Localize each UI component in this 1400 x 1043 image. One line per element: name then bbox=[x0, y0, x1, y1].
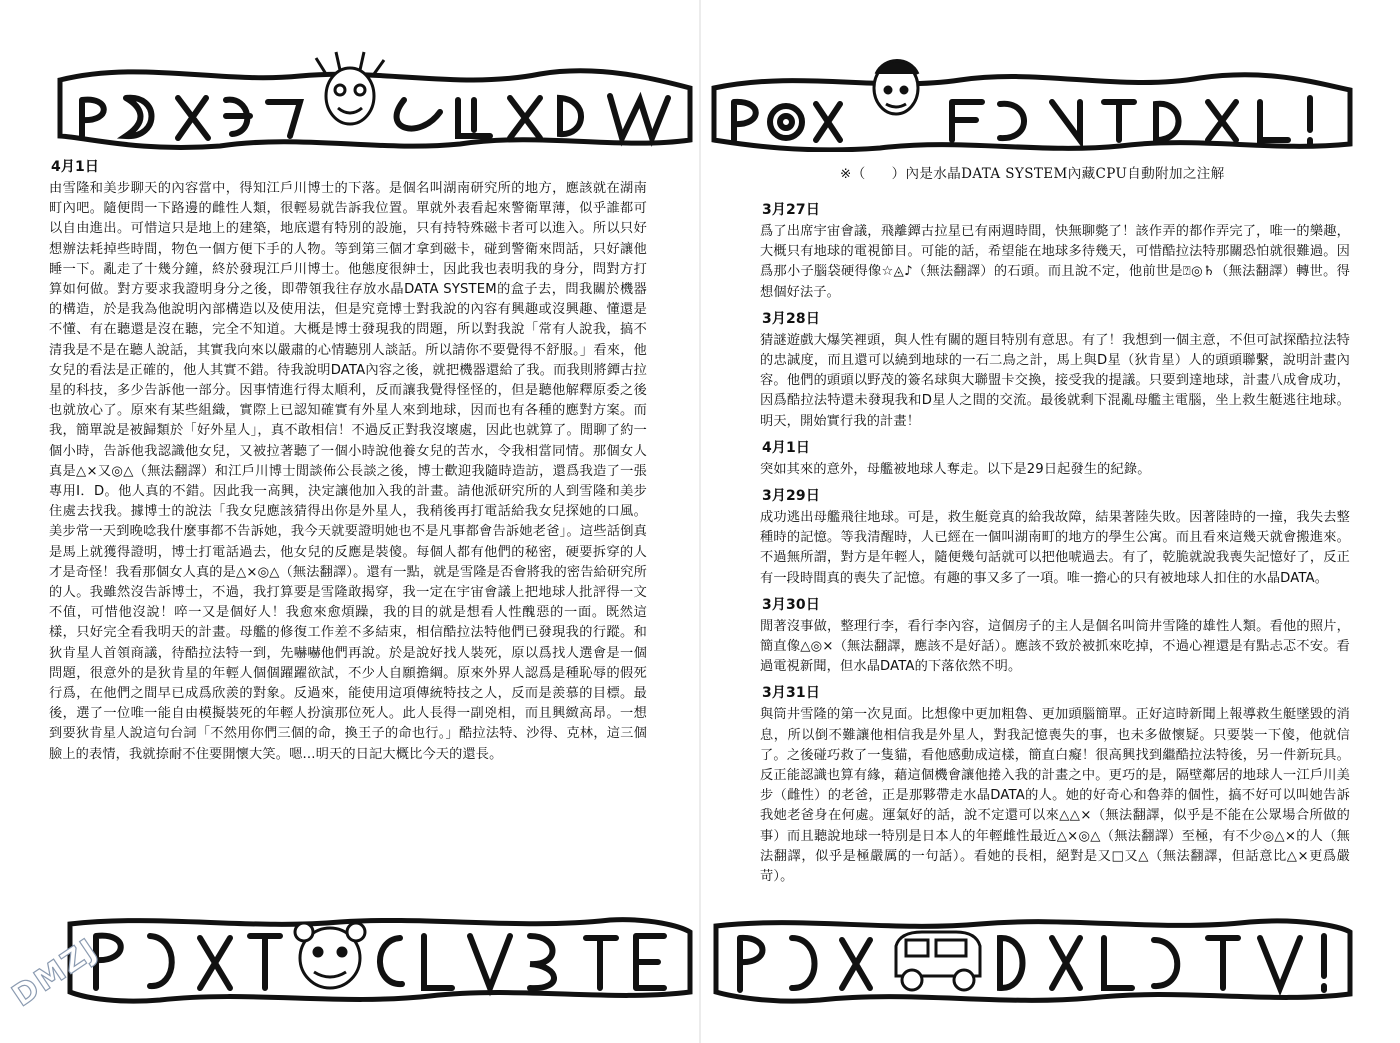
entry-text: 閒著沒事做，整理行李，看行李內容，這個房子的主人是個名叫筒井雪隆的雄性人類。看他的照片，簡直像△◎×（無法翻譯，應該不是好話）。應該不致於被抓來吃掉，不過心裡還是有點忐忑不安。看過電視新聞，但水晶DATA的下落依然不明。 bbox=[760, 618, 1350, 675]
entry-text: 與筒井雪隆的第一次見面。比想像中更加粗魯、更加頭腦簡單。正好這時新聞上報導救生艇墜毀的消息，所以倒不難讓他相信我是外星人，對我記憶喪失的事，也未多做懷疑。只要裝一下傻，他就信了。之後碰巧救了一隻貓，看他感動成這樣，簡直白癡！很高興找到繼酷拉法特後，另一件新玩具。反正能認識也算有緣，藉這個機會讓他捲入我的計畫之中。更巧的是，隔壁鄰居的地球人一江戶川美步（雌性）的老爸，正是那夥帶走水晶DATA的人。她的好奇心和魯莽的個性，搞不好可以叫她告訴我她老爸身在何處。運氣好的話，說不定還可以來△△×（無法翻譯，似乎是不能在公眾場合所做的事）而且聽說地球一特別是日本人的年輕雌性最近△×◎△（無法翻譯）至極，有不少◎△×的人（無法翻譯，似乎是極嚴厲的一句話）。看她的長相，絕對是又□又△（無法翻譯，但話意比△×更爲嚴苛）。 bbox=[760, 707, 1350, 885]
entry-text: 爲了出席宇宙會議，飛離鐔古拉星已有兩週時間，快無聊斃了！該作弄的都作弄完了，唯一的樂趣，大概只有地球的電視節目。可能的話，希望能在地球多待幾天，可惜酷拉法特那關恐怕就很難過。因爲那小子腦袋硬得像☆◬♪（無法翻譯）的石頭。而且說不定，他前世是⍰◎♄（無法翻譯）轉世。得想個好法子。 bbox=[760, 224, 1350, 300]
right-page bbox=[700, 0, 1400, 1043]
entry-date: 3月30日 bbox=[762, 596, 820, 613]
site-watermark: DMZJ bbox=[6, 931, 105, 1015]
note-prefix: ※（ bbox=[840, 166, 866, 182]
entry-date: 3月31日 bbox=[762, 685, 820, 702]
entry-date: 3月29日 bbox=[762, 488, 820, 505]
diary-column-right bbox=[760, 200, 1350, 893]
entry-date: 3月27日 bbox=[762, 202, 820, 218]
graffiti-lettering-image bbox=[700, 896, 1400, 1008]
diary-column-left bbox=[49, 157, 647, 771]
entry-date: 3月28日 bbox=[762, 310, 820, 327]
left-top-graffiti-banner bbox=[0, 40, 700, 152]
right-bottom-graffiti-banner bbox=[700, 896, 1400, 1008]
left-bottom-graffiti-banner bbox=[0, 896, 700, 1008]
graffiti-lettering-image bbox=[700, 40, 1400, 152]
graffiti-lettering-image bbox=[0, 896, 700, 1008]
note-text: ）內是水晶DATA SYSTEM內藏CPU自動附加之注解 bbox=[891, 166, 1225, 182]
entry-text: 由雪隆和美步聊天的內容當中，得知江戶川博士的下落。是個名叫湖南研究所的地方，應該就在湖南町內吧。隨便問一下路邊的雌性人類，很輕易就告訴我位置。單就外表看起來警衛單薄，似乎誰都可以自由進出。可惜這只是地上的建築，地底還有特別的設施，只有持特殊磁卡者可以進入。所以只好想辦法耗掉些時間，物色一個方便下手的人物。等到第三個才拿到磁卡，碰到警衛來問話，只好讓他睡一下。亂走了十幾分鐘，終於發現江戶川博士。他態度很紳士，因此我也表明我的身分，問對方打算如何做。對方要求我證明身分之後，即帶領我往存放水晶DATA SYSTEM的盒子去，問我關於機器的構造，於是我為他說明內部構造以及使用法，但是究竟博士對我說的內容有興趣或沒興趣、懂還是不懂、有在聽還是沒在聽，完全不知道。大概是博士發現我的問題，所以對我說「常有人說我，搞不清我是不是在聽人說話，其實我向來以嚴肅的心情聽別人談話。所以請你不要覺得不舒服。」看來，他女兒的看法是正確的，他人其實不錯。待我說明DATA內容之後，就把機器還給了我。而我則將鐔古拉星的科技，多少告訴他一部分。因事情進行得太順利，反而讓我覺得怪怪的，但是聽他解釋原委之後也就放心了。原來有某些組織，實際上已認知確實有外星人來到地球，因而也有各種的應對方案。而我，簡單說是被歸類於「好外星人」，真不敢相信！不過反正對我沒壞處，因此也就算了。閒聊了約一個小時，告訴他我認識他女兒，又被拉著聽了一個小時說他養女兒的苦水，令我相當同情。那個女人真是△×又◎△（無法翻譯）和江戶川博士閒談佈公長談之後，博士歡迎我隨時造訪，還爲我造了一張專用I．D。他人真的不錯。因此我一高興，決定讓他加入我的計畫。請他派研究所的人到雪隆和美步住處去找我。據博士的說法「我女兒應該猜得出你是外星人，我稍後再打電話給我女兒探她的口風。美步常一天到晚唸我什麼事都不告訴她，我今天就要證明她也不是凡事都會告訴她老爸」。這些話倒真是馬上就獲得證明，博士打電話過去，他女兒的反應是裝傻。每個人都有他們的秘密，硬要拆穿的人才是奇怪！我看那個女人真的是△×◎△（無法翻譯）。還有一點，就是雪隆是否會將我的密告給研究所的人。我雖然沒告訴博士，不過，我打算要是雪隆敢揭穿，我一定在宇宙會議上把地球人批評得一文不值，可惜他沒說！啐一又是個好人！我愈來愈煩躁，我的目的就是想看人性醜惡的一面。既然這樣，只好完全看我明天的計畫。母艦的修復工作差不多結束，相信酷拉法特他們已發現我的行蹤。和狄肯星人首領商議，待酷拉法特一到，先嚇嚇他們再說。於是說好找人裝死，原以爲找人選會是一個問題，很意外的是狄肯星的年輕人個個躍躍欲試，不少人自願擔綱。原來外界人認爲是種恥辱的假死行爲，在他們之間早已成爲欣羨的對象。反過來，能使用這項傳統特技之人，反而是羨慕的目標。最後，選了一位唯一能自由模擬裝死的年輕人扮演那位死人。此人長得一副兇相，而且興緻高昂。一想到要狄肯星人說這句台詞「不然用你們三個的命，換王子的命也行。」酷拉法特、沙得、克林，這三個臉上的表情，我就捺耐不住要開懷大笑。嗯…明天的日記大概比今天的還長。 bbox=[49, 181, 647, 762]
annotation-note bbox=[840, 162, 1340, 182]
graffiti-lettering-image bbox=[0, 40, 700, 152]
entry-text: 突如其來的意外，母艦被地球人奪走。以下是29日起發生的紀錄。 bbox=[760, 461, 1151, 477]
entry-date: 4月1日 bbox=[762, 439, 811, 456]
entry-text: 猜謎遊戲大爆笑裡頭，與人性有關的題目特別有意思。有了！我想到一個主意，不但可試探酷拉法特的忠誠度，而且還可以繞到地球的一石二鳥之計，馬上與D星（狄肯星）人的頭頭聯繫，說明計畫內容。他們的頭頭以野茂的簽名球與大聯盟卡交換，接受我的提議。只要到達地球，計畫八成會成功，因爲酷拉法特還未發現我和D星人之間的交流。最後就剩下混亂母艦主電腦，坐上救生艇逃往地球。明天，開始實行我的計畫！ bbox=[760, 332, 1350, 429]
entry-text: 成功逃出母艦飛往地球。可是，救生艇竟真的給我故障，結果著陸失敗。因著陸時的一撞，我失去整種時的記憶。等我清醒時，人已經在一個叫湖南町的地方的學生公寓。而且看來這幾天就會搬進來。不過無所謂，對方是年輕人，隨便幾句話就可以把他唬過去。有了，乾脆就說我喪失記憶好了，反正有一段時間真的喪失了記憶。有趣的事又多了一項。唯一擔心的只有被地球人扣住的水晶DATA。 bbox=[760, 510, 1350, 586]
entry-date: 4月1日 bbox=[51, 159, 100, 175]
right-top-graffiti-banner bbox=[700, 40, 1400, 152]
